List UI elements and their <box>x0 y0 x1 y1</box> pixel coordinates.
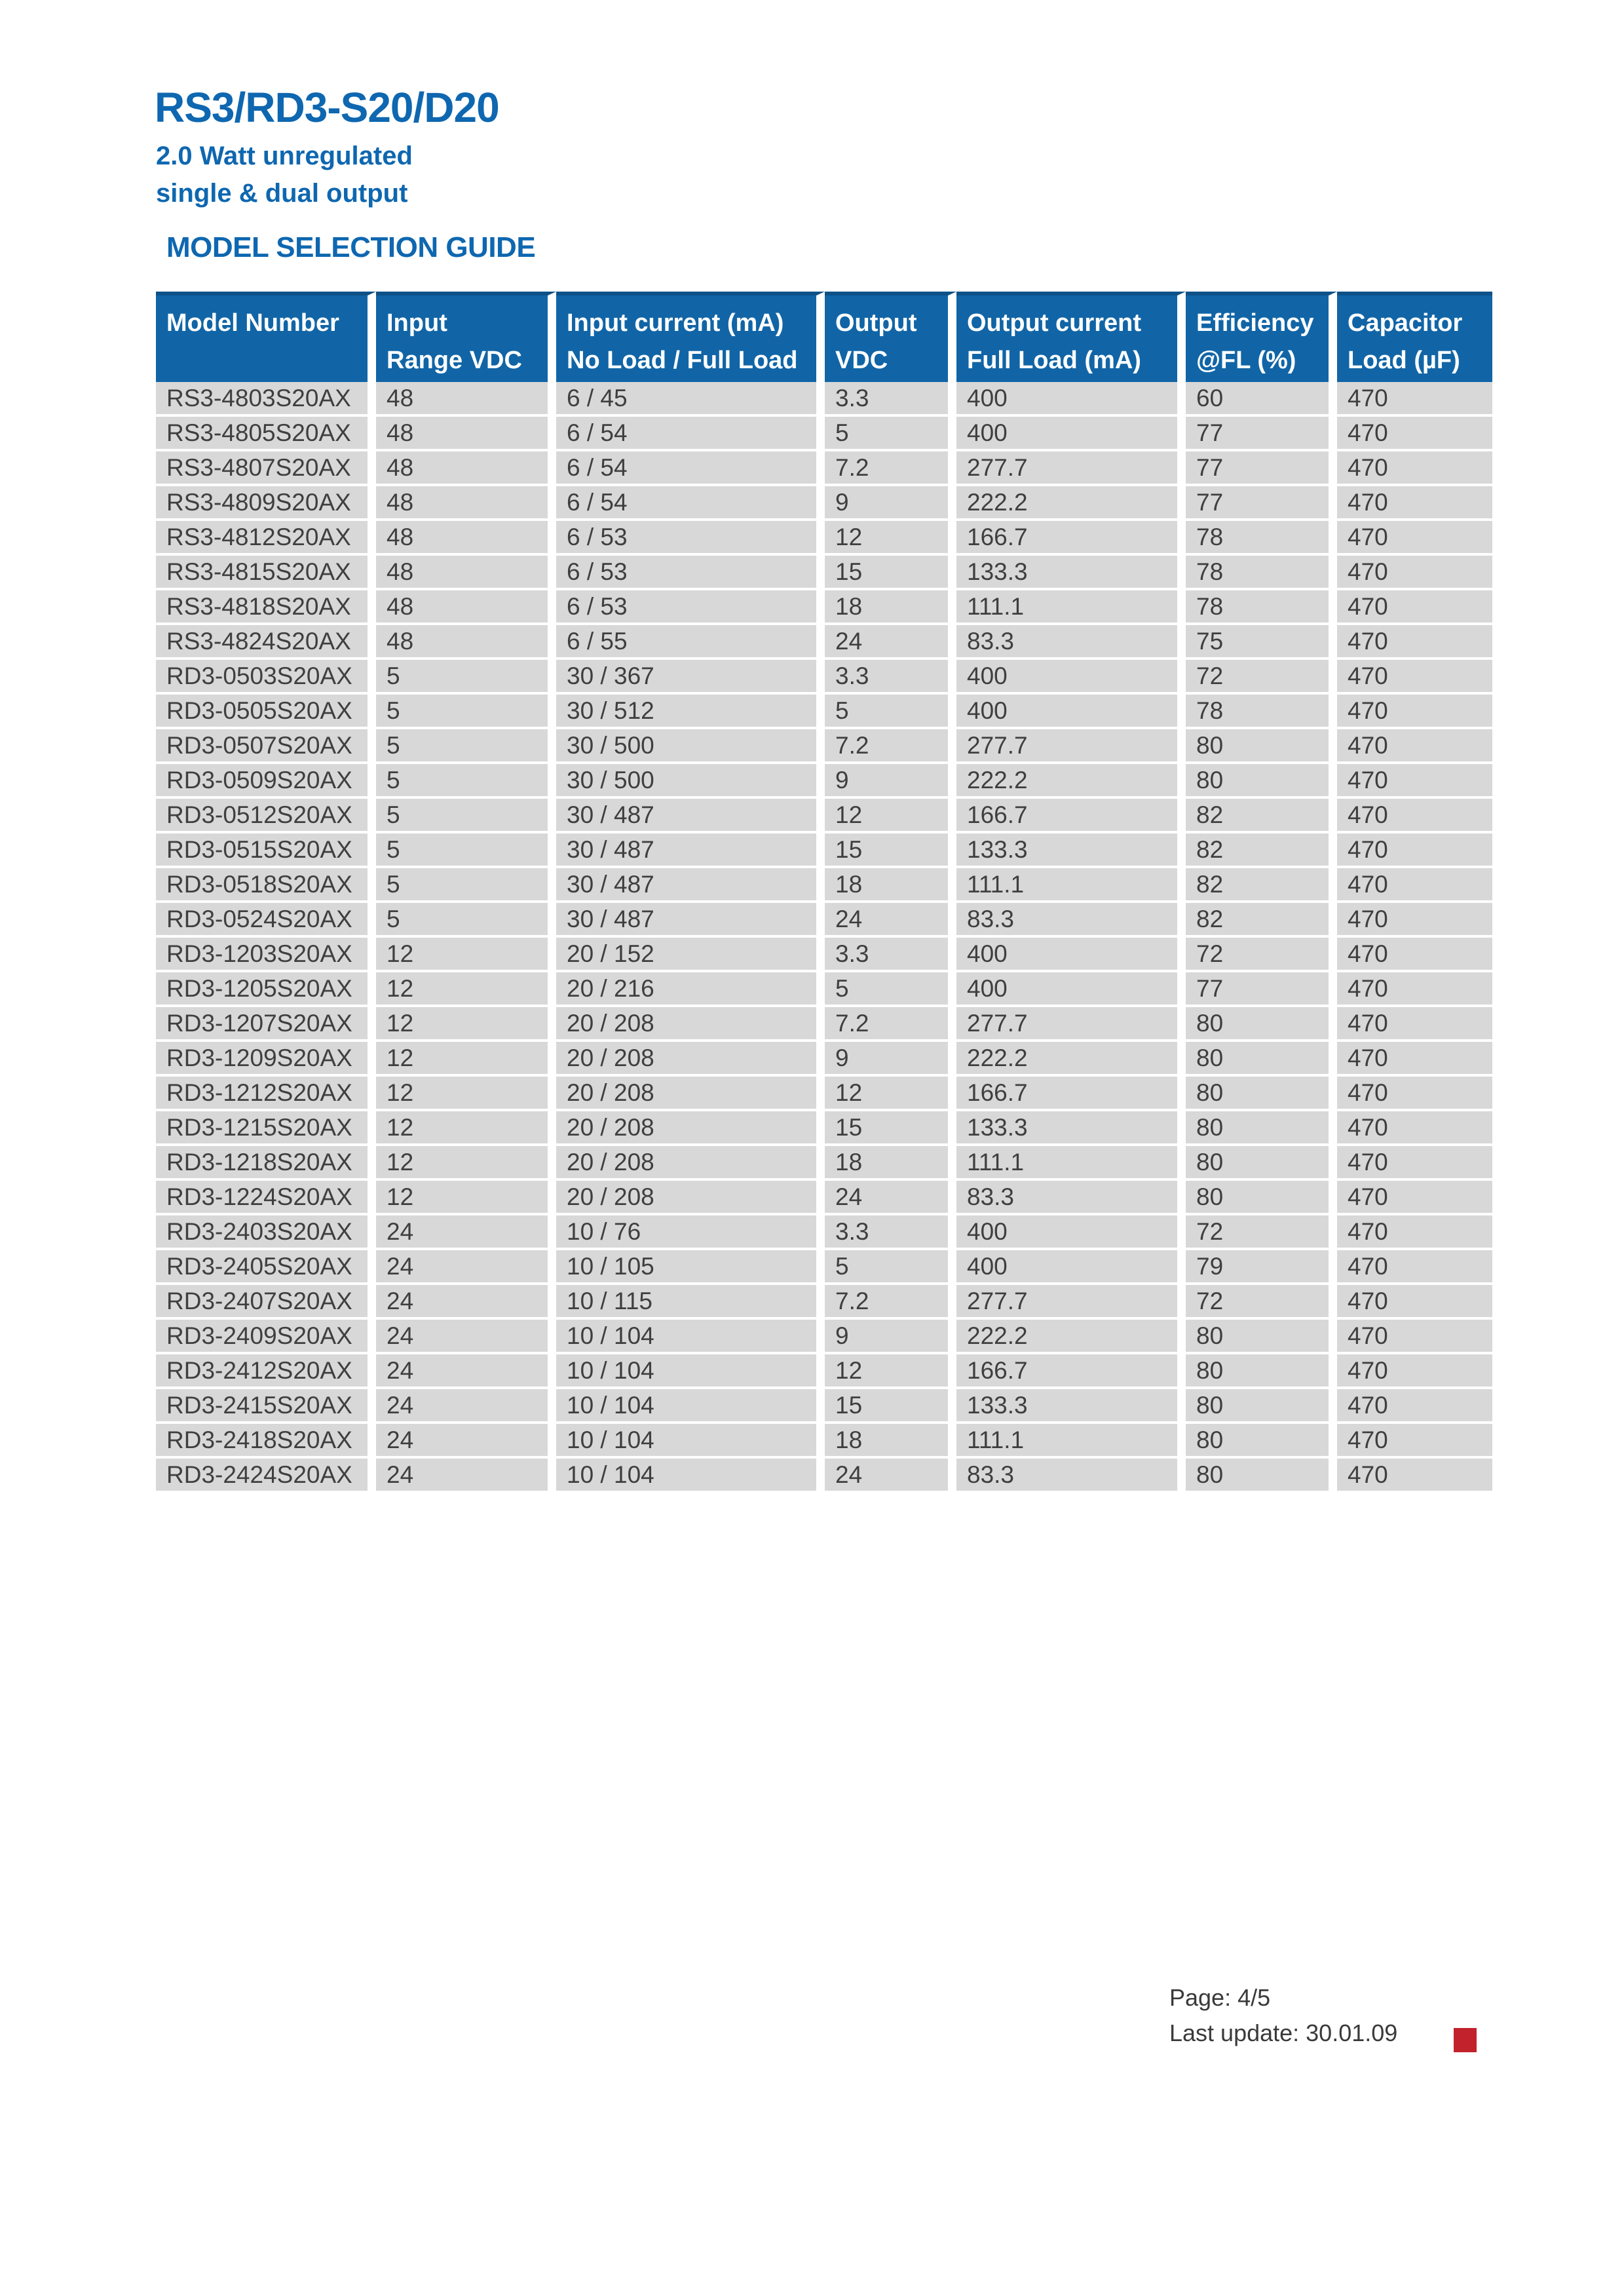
table-cell: 12 <box>825 1077 956 1111</box>
table-cell: 75 <box>1186 625 1337 660</box>
table-cell: 5 <box>376 799 556 833</box>
table-cell: 6 / 54 <box>556 451 825 486</box>
table-cell: 48 <box>376 625 556 660</box>
table-cell: 80 <box>1186 1389 1337 1424</box>
table-cell: 24 <box>825 903 956 938</box>
table-cell: 3.3 <box>825 938 956 972</box>
table-cell: 111.1 <box>956 868 1186 903</box>
table-cell: RD3-1212S20AX <box>156 1077 376 1111</box>
column-header-line1: Efficiency <box>1196 309 1314 337</box>
table-cell: 470 <box>1337 521 1492 556</box>
table-cell: 30 / 512 <box>556 695 825 729</box>
table-cell: 9 <box>825 486 956 521</box>
table-cell: 5 <box>825 1250 956 1285</box>
page-title: RS3/RD3-S20/D20 <box>155 84 499 131</box>
column-header-line1: Model Number <box>166 309 339 337</box>
table-cell: 30 / 487 <box>556 799 825 833</box>
table-cell: 10 / 104 <box>556 1459 825 1493</box>
table-row <box>156 868 1492 903</box>
table-cell: RS3-4824S20AX <box>156 625 376 660</box>
table-cell: 166.7 <box>956 799 1186 833</box>
column-header-capacitor-load <box>1337 292 1492 382</box>
table-cell: 18 <box>825 1424 956 1459</box>
table-cell: 48 <box>376 451 556 486</box>
table-row <box>156 833 1492 868</box>
table-cell: 5 <box>825 972 956 1007</box>
table-cell: 3.3 <box>825 660 956 695</box>
table-cell: 83.3 <box>956 625 1186 660</box>
table-cell: 10 / 104 <box>556 1389 825 1424</box>
table-cell: 82 <box>1186 799 1337 833</box>
table-cell: 48 <box>376 417 556 451</box>
column-header-line2: VDC <box>835 347 888 374</box>
column-header-line2: No Load / Full Load <box>567 347 798 374</box>
table-cell: 166.7 <box>956 1354 1186 1389</box>
table-cell: 78 <box>1186 695 1337 729</box>
table-cell: RS3-4805S20AX <box>156 417 376 451</box>
table-cell: 470 <box>1337 417 1492 451</box>
column-header-line1: Capacitor <box>1348 309 1463 337</box>
table-cell: 10 / 104 <box>556 1354 825 1389</box>
table-cell: RD3-2405S20AX <box>156 1250 376 1285</box>
table-row <box>156 729 1492 764</box>
table-cell: 12 <box>825 1354 956 1389</box>
brand-red-square-icon <box>1454 2028 1477 2052</box>
table-cell: 80 <box>1186 1111 1337 1146</box>
table-cell: 12 <box>376 1111 556 1146</box>
table-row <box>156 1077 1492 1111</box>
table-cell: 24 <box>825 1181 956 1215</box>
table-row <box>156 521 1492 556</box>
table-row <box>156 625 1492 660</box>
column-header-line2: Full Load (mA) <box>967 347 1141 374</box>
table-cell: 111.1 <box>956 1424 1186 1459</box>
table-cell: 78 <box>1186 590 1337 625</box>
model-selection-table <box>156 292 1492 1493</box>
table-cell: 18 <box>825 590 956 625</box>
table-cell: 24 <box>376 1215 556 1250</box>
table-cell: 30 / 487 <box>556 833 825 868</box>
table-cell: 83.3 <box>956 1459 1186 1493</box>
table-cell: 470 <box>1337 1007 1492 1042</box>
table-cell: 6 / 53 <box>556 590 825 625</box>
table-row <box>156 1320 1492 1354</box>
table-cell: 470 <box>1337 1459 1492 1493</box>
page-subtitle <box>156 138 413 212</box>
table-cell: 5 <box>376 833 556 868</box>
column-header-line2: @FL (%) <box>1196 347 1296 374</box>
table-cell: 5 <box>376 868 556 903</box>
table-cell: 222.2 <box>956 1320 1186 1354</box>
table-cell: 80 <box>1186 1077 1337 1111</box>
table-cell: RD3-2415S20AX <box>156 1389 376 1424</box>
table-cell: RD3-1203S20AX <box>156 938 376 972</box>
table-cell: 24 <box>376 1320 556 1354</box>
table-cell: 7.2 <box>825 1007 956 1042</box>
table-cell: 80 <box>1186 1146 1337 1181</box>
column-header-line1: Output <box>835 309 917 337</box>
table-row <box>156 486 1492 521</box>
table-cell: 400 <box>956 417 1186 451</box>
table-cell: 20 / 208 <box>556 1146 825 1181</box>
table-cell: 400 <box>956 1215 1186 1250</box>
table-cell: 77 <box>1186 486 1337 521</box>
table-cell: 222.2 <box>956 1042 1186 1077</box>
table-cell: 5 <box>376 695 556 729</box>
table-cell: 6 / 54 <box>556 417 825 451</box>
table-row <box>156 1354 1492 1389</box>
table-cell: 470 <box>1337 1389 1492 1424</box>
table-cell: 277.7 <box>956 729 1186 764</box>
page-subtitle-line1: 2.0 Watt unregulated <box>156 142 413 170</box>
table-cell: 7.2 <box>825 1285 956 1320</box>
table-cell: 277.7 <box>956 451 1186 486</box>
table-row <box>156 903 1492 938</box>
table-cell: 30 / 500 <box>556 764 825 799</box>
table-cell: 111.1 <box>956 590 1186 625</box>
table-cell: 10 / 115 <box>556 1285 825 1320</box>
table-cell: 5 <box>376 729 556 764</box>
table-cell: 30 / 487 <box>556 868 825 903</box>
table-row <box>156 451 1492 486</box>
table-cell: RD3-2409S20AX <box>156 1320 376 1354</box>
table-cell: 24 <box>376 1250 556 1285</box>
table-cell: RS3-4809S20AX <box>156 486 376 521</box>
column-header-output-vdc <box>825 292 956 382</box>
table-row <box>156 972 1492 1007</box>
table-cell: 470 <box>1337 1181 1492 1215</box>
table-row <box>156 938 1492 972</box>
table-cell: 470 <box>1337 833 1492 868</box>
table-cell: RD3-0507S20AX <box>156 729 376 764</box>
table-cell: 83.3 <box>956 1181 1186 1215</box>
table-cell: 24 <box>376 1424 556 1459</box>
table-cell: 400 <box>956 938 1186 972</box>
last-update: Last update: 30.01.09 <box>1169 2019 1398 2046</box>
table-cell: 72 <box>1186 660 1337 695</box>
table-cell: 10 / 105 <box>556 1250 825 1285</box>
model-table-body <box>156 382 1492 1493</box>
table-row <box>156 590 1492 625</box>
table-row <box>156 1250 1492 1285</box>
model-table-header <box>156 292 1492 382</box>
table-row <box>156 1215 1492 1250</box>
table-cell: 78 <box>1186 521 1337 556</box>
table-cell: RD3-0509S20AX <box>156 764 376 799</box>
table-cell: 15 <box>825 556 956 590</box>
table-cell: 470 <box>1337 660 1492 695</box>
column-header-input-range <box>376 292 556 382</box>
table-cell: 10 / 104 <box>556 1424 825 1459</box>
table-cell: 6 / 54 <box>556 486 825 521</box>
table-cell: RD3-2412S20AX <box>156 1354 376 1389</box>
table-cell: 12 <box>376 1181 556 1215</box>
table-cell: 20 / 208 <box>556 1042 825 1077</box>
table-row <box>156 660 1492 695</box>
table-cell: 24 <box>376 1285 556 1320</box>
table-cell: RD3-1205S20AX <box>156 972 376 1007</box>
table-row <box>156 1111 1492 1146</box>
table-cell: RS3-4815S20AX <box>156 556 376 590</box>
table-cell: 20 / 208 <box>556 1007 825 1042</box>
table-cell: 400 <box>956 660 1186 695</box>
table-cell: 470 <box>1337 590 1492 625</box>
table-cell: 470 <box>1337 451 1492 486</box>
table-cell: 15 <box>825 1111 956 1146</box>
table-cell: 400 <box>956 695 1186 729</box>
table-cell: 470 <box>1337 1111 1492 1146</box>
table-cell: 80 <box>1186 1320 1337 1354</box>
table-cell: RD3-0515S20AX <box>156 833 376 868</box>
table-cell: 30 / 500 <box>556 729 825 764</box>
table-row <box>156 1181 1492 1215</box>
table-cell: 30 / 487 <box>556 903 825 938</box>
table-cell: 470 <box>1337 1285 1492 1320</box>
table-cell: RD3-0518S20AX <box>156 868 376 903</box>
table-cell: 20 / 208 <box>556 1077 825 1111</box>
page-subtitle-line2: single & dual output <box>156 179 408 208</box>
table-row <box>156 1459 1492 1493</box>
column-header-line1: Input <box>387 309 447 337</box>
table-cell: RD3-1215S20AX <box>156 1111 376 1146</box>
table-cell: 80 <box>1186 1042 1337 1077</box>
column-header-line2: Load (µF) <box>1348 347 1460 374</box>
table-cell: 80 <box>1186 729 1337 764</box>
table-cell: 20 / 208 <box>556 1111 825 1146</box>
table-cell: 3.3 <box>825 1215 956 1250</box>
table-cell: 222.2 <box>956 486 1186 521</box>
table-cell: 7.2 <box>825 451 956 486</box>
table-cell: 78 <box>1186 556 1337 590</box>
column-header-output-current <box>956 292 1186 382</box>
table-cell: 470 <box>1337 695 1492 729</box>
table-cell: 6 / 55 <box>556 625 825 660</box>
table-cell: 12 <box>376 972 556 1007</box>
column-header-input-current <box>556 292 825 382</box>
table-cell: 12 <box>825 521 956 556</box>
table-cell: RD3-1207S20AX <box>156 1007 376 1042</box>
table-row <box>156 1424 1492 1459</box>
table-cell: 15 <box>825 833 956 868</box>
table-cell: 48 <box>376 521 556 556</box>
table-cell: 24 <box>825 625 956 660</box>
table-cell: 72 <box>1186 1285 1337 1320</box>
table-cell: 9 <box>825 1320 956 1354</box>
table-cell: RS3-4803S20AX <box>156 382 376 417</box>
table-cell: 48 <box>376 556 556 590</box>
table-cell: 80 <box>1186 1459 1337 1493</box>
table-cell: 24 <box>376 1459 556 1493</box>
table-cell: 5 <box>825 695 956 729</box>
table-cell: 166.7 <box>956 521 1186 556</box>
column-header-efficiency <box>1186 292 1337 382</box>
table-cell: RS3-4807S20AX <box>156 451 376 486</box>
table-cell: 222.2 <box>956 764 1186 799</box>
table-cell: 60 <box>1186 382 1337 417</box>
table-row <box>156 1285 1492 1320</box>
table-cell: 10 / 76 <box>556 1215 825 1250</box>
table-cell: 82 <box>1186 833 1337 868</box>
table-cell: 470 <box>1337 1146 1492 1181</box>
table-cell: 470 <box>1337 1077 1492 1111</box>
table-cell: 133.3 <box>956 833 1186 868</box>
table-cell: RS3-4818S20AX <box>156 590 376 625</box>
column-header-model-number <box>156 292 376 382</box>
table-cell: 82 <box>1186 903 1337 938</box>
table-cell: 20 / 208 <box>556 1181 825 1215</box>
table-cell: 3.3 <box>825 382 956 417</box>
table-cell: 12 <box>376 938 556 972</box>
table-row <box>156 695 1492 729</box>
table-cell: 470 <box>1337 764 1492 799</box>
table-cell: RD3-2403S20AX <box>156 1215 376 1250</box>
table-cell: 80 <box>1186 1181 1337 1215</box>
table-cell: RD3-0505S20AX <box>156 695 376 729</box>
table-cell: 470 <box>1337 1250 1492 1285</box>
page-number: Page: 4/5 <box>1169 1984 1271 2011</box>
table-cell: 9 <box>825 1042 956 1077</box>
header-row <box>156 292 1492 382</box>
table-cell: 80 <box>1186 764 1337 799</box>
table-row <box>156 556 1492 590</box>
table-cell: 470 <box>1337 903 1492 938</box>
table-row <box>156 1007 1492 1042</box>
table-cell: RD3-1218S20AX <box>156 1146 376 1181</box>
table-cell: 470 <box>1337 1215 1492 1250</box>
table-cell: 277.7 <box>956 1007 1186 1042</box>
table-cell: 48 <box>376 590 556 625</box>
table-cell: 80 <box>1186 1007 1337 1042</box>
table-cell: 5 <box>376 764 556 799</box>
table-cell: 6 / 53 <box>556 556 825 590</box>
table-cell: 80 <box>1186 1354 1337 1389</box>
table-cell: 133.3 <box>956 1111 1186 1146</box>
table-cell: 72 <box>1186 1215 1337 1250</box>
table-cell: 5 <box>825 417 956 451</box>
table-cell: 470 <box>1337 1424 1492 1459</box>
table-cell: 77 <box>1186 972 1337 1007</box>
table-cell: 77 <box>1186 417 1337 451</box>
table-row <box>156 417 1492 451</box>
table-cell: 470 <box>1337 972 1492 1007</box>
table-cell: 6 / 45 <box>556 382 825 417</box>
table-cell: 24 <box>825 1459 956 1493</box>
table-cell: 77 <box>1186 451 1337 486</box>
table-cell: 400 <box>956 972 1186 1007</box>
table-cell: 48 <box>376 382 556 417</box>
table-row <box>156 382 1492 417</box>
table-cell: 470 <box>1337 1042 1492 1077</box>
table-cell: 470 <box>1337 1320 1492 1354</box>
table-cell: 12 <box>376 1007 556 1042</box>
table-cell: 48 <box>376 486 556 521</box>
table-cell: 9 <box>825 764 956 799</box>
table-cell: 133.3 <box>956 1389 1186 1424</box>
table-cell: RD3-0524S20AX <box>156 903 376 938</box>
table-cell: 400 <box>956 382 1186 417</box>
table-cell: 15 <box>825 1389 956 1424</box>
table-cell: 5 <box>376 660 556 695</box>
table-cell: 133.3 <box>956 556 1186 590</box>
table-cell: 5 <box>376 903 556 938</box>
table-cell: 277.7 <box>956 1285 1186 1320</box>
table-row <box>156 1042 1492 1077</box>
table-cell: 24 <box>376 1354 556 1389</box>
table-cell: RS3-4812S20AX <box>156 521 376 556</box>
table-cell: 12 <box>825 799 956 833</box>
table-row <box>156 1389 1492 1424</box>
table-row <box>156 799 1492 833</box>
table-cell: 82 <box>1186 868 1337 903</box>
table-cell: 24 <box>376 1389 556 1424</box>
table-cell: 111.1 <box>956 1146 1186 1181</box>
table-cell: 400 <box>956 1250 1186 1285</box>
section-heading: MODEL SELECTION GUIDE <box>166 231 536 263</box>
table-cell: 470 <box>1337 799 1492 833</box>
table-cell: 12 <box>376 1146 556 1181</box>
table-cell: RD3-1209S20AX <box>156 1042 376 1077</box>
table-cell: 470 <box>1337 868 1492 903</box>
table-cell: RD3-0503S20AX <box>156 660 376 695</box>
table-cell: RD3-2424S20AX <box>156 1459 376 1493</box>
table-cell: RD3-0512S20AX <box>156 799 376 833</box>
table-cell: 470 <box>1337 382 1492 417</box>
table-cell: RD3-2407S20AX <box>156 1285 376 1320</box>
table-cell: 12 <box>376 1077 556 1111</box>
table-cell: 470 <box>1337 938 1492 972</box>
table-cell: 18 <box>825 1146 956 1181</box>
column-header-line2: Range VDC <box>387 347 522 374</box>
table-cell: RD3-1224S20AX <box>156 1181 376 1215</box>
page-footer <box>1169 1980 1397 2051</box>
table-cell: 7.2 <box>825 729 956 764</box>
table-row <box>156 1146 1492 1181</box>
table-cell: RD3-2418S20AX <box>156 1424 376 1459</box>
table-cell: 20 / 216 <box>556 972 825 1007</box>
table-cell: 470 <box>1337 1354 1492 1389</box>
table-cell: 30 / 367 <box>556 660 825 695</box>
table-cell: 6 / 53 <box>556 521 825 556</box>
table-cell: 20 / 152 <box>556 938 825 972</box>
table-cell: 470 <box>1337 486 1492 521</box>
table-cell: 470 <box>1337 556 1492 590</box>
table-cell: 79 <box>1186 1250 1337 1285</box>
table-cell: 18 <box>825 868 956 903</box>
column-header-line1: Input current (mA) <box>567 309 784 337</box>
table-cell: 12 <box>376 1042 556 1077</box>
table-row <box>156 764 1492 799</box>
table-cell: 72 <box>1186 938 1337 972</box>
column-header-line1: Output current <box>967 309 1141 337</box>
table-cell: 80 <box>1186 1424 1337 1459</box>
table-cell: 10 / 104 <box>556 1320 825 1354</box>
table-cell: 166.7 <box>956 1077 1186 1111</box>
table-cell: 470 <box>1337 729 1492 764</box>
table-cell: 83.3 <box>956 903 1186 938</box>
table-cell: 470 <box>1337 625 1492 660</box>
